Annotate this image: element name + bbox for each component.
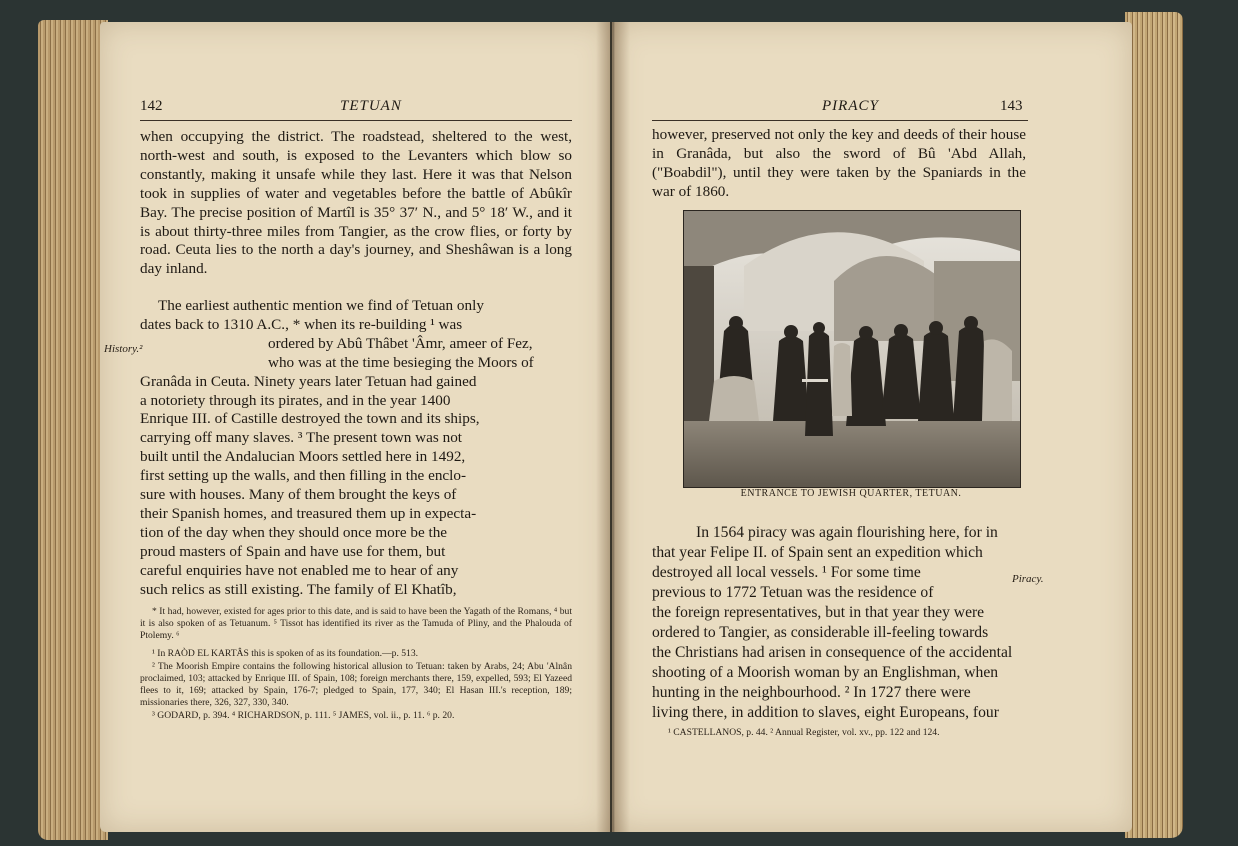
left-p2-line: first setting up the walls, and then filling in the enclo- — [140, 467, 467, 485]
right-p2-line: that year Felipe II. of Spain sent an expedition which — [652, 544, 983, 561]
left-p2-line: Granâda in Ceuta. Ninety years later Tetuan had gained — [140, 372, 477, 390]
right-paragraph-2 — [652, 523, 1028, 723]
left-p2-line: proud masters of Spain and have use for them, but — [140, 542, 446, 560]
left-header-rule — [140, 120, 572, 121]
right-footnotes — [668, 727, 1028, 740]
footnote-star: * It had, however, existed for ages prior to this date, and is said to have been the Yagath of the Romans, ⁴ but it is also spoken of as Tetuanum. ⁵ Tissot has identified its river as the Tamuda of Pliny, and the Phalouda of Ptolemy. ⁶ — [140, 606, 572, 641]
right-paragraph-1 — [652, 126, 1026, 202]
right-margin-note: Piracy. — [1012, 573, 1044, 585]
right-p2-line: hunting in the neighbourhood. ² In 1727 there were — [652, 684, 971, 701]
left-p2-line: their Spanish homes, and treasured them up in expecta- — [140, 504, 477, 522]
left-p2-line: ordered by Abû Thâbet 'Âmr, ameer of Fez, — [268, 334, 533, 352]
left-p2-line: carrying off many slaves. ³ The present town was not — [140, 429, 463, 447]
right-p2-line: In 1564 piracy was again flourishing here, for in — [696, 524, 998, 541]
right-p2-line: previous to 1772 Tetuan was the residence of — [652, 584, 934, 601]
right-page-edges — [1125, 12, 1183, 838]
right-p2-line: destroyed all local vessels. ¹ For some time — [652, 564, 921, 581]
left-paragraph-2 — [140, 297, 572, 600]
left-p2-line: The earliest authentic mention we find of Tetuan only — [158, 297, 484, 314]
left-p2-line: sure with houses. Many of them brought the keys of — [140, 486, 457, 504]
left-paragraph-1 — [140, 128, 572, 279]
left-p2-line: built until the Andalucian Moors settled here in 1492, — [140, 448, 466, 466]
footnote-3: ³ GODARD, p. 394. ⁴ RICHARDSON, p. 111. ⁵ JAMES, vol. ii., p. 11. ⁶ p. 20. — [152, 710, 455, 721]
right-p2-line: the foreign representatives, but in that year they were — [652, 604, 985, 621]
left-p2-line: tion of the day when they should once more be the — [140, 523, 448, 541]
right-footnote: ¹ CASTELLANOS, p. 44. ² Annual Register, vol. xv., pp. 122 and 124. — [668, 727, 940, 738]
left-page-number: 142 — [140, 98, 163, 114]
street-photograph — [683, 210, 1021, 488]
right-p2-line: shooting of a Moorish woman by an Englishman, when — [652, 664, 999, 681]
right-running-head: PIRACY — [822, 98, 879, 114]
left-p2-line: who was at the time besieging the Moors of — [268, 353, 534, 371]
book-gutter — [596, 22, 630, 832]
left-p2-line: a notoriety through its pirates, and in the year 1400 — [140, 391, 451, 409]
left-p2-line: dates back to 1310 A.C., * when its re-building ¹ was — [140, 315, 463, 333]
left-p2-line: careful enquiries have not enabled me to hear of any — [140, 561, 459, 579]
street-scene-illustration — [684, 211, 1020, 487]
photo-caption: ENTRANCE TO JEWISH QUARTER, TETUAN. — [740, 488, 962, 499]
left-margin-note: History.² — [104, 343, 143, 355]
footnote-1: ¹ In RAÒD EL KARTÂS this is spoken of as its foundation.—p. 513. — [152, 648, 419, 659]
left-footnotes — [140, 606, 572, 723]
left-paragraph-1-text: when occupying the district. The roadstead, sheltered to the west, north-west and south, is exposed to the Levanters which blow so constantly, making it unsafe while they last. Here it was that Nelson took in supplies of water and vegetables before the battle of Abûkîr Bay. The precise position of Martîl is 35° 37′ N., and 5° 18′ W., and it is about thirty-three miles from Tangier, as the crow flies, or forty by road. Ceuta lies to the north a day's journey, and Sheshâwan is a long day inland. — [140, 128, 572, 278]
right-p2-line: living there, in addition to slaves, eight Europeans, four — [652, 704, 999, 721]
left-running-head: TETUAN — [340, 98, 402, 114]
left-page-edges — [38, 20, 108, 840]
right-page-number: 143 — [1000, 98, 1023, 114]
right-p2-line: the Christians had arisen in consequence of the accidental — [652, 644, 1013, 661]
footnote-2: ² The Moorish Empire contains the following historical allusion to Tetuan: taken by Arabs, 24; Abu 'Alnân proclaimed, 103; attacked by Enrique III. of Spain, 108; foreign merchants there, 159, expelled, 593; El Yazeed flees to it, 169; attacked by Spain, 176-7; pledged to Spain, 177, 340; El Hasan III.'s reception, 189; missionaries there, 326, 327, 330, 340. — [140, 661, 572, 708]
right-p2-line: ordered to Tangier, as considerable ill-feeling towards — [652, 624, 989, 641]
right-header-rule — [652, 120, 1028, 121]
left-p2-line: Enrique III. of Castille destroyed the town and its ships, — [140, 410, 480, 428]
right-paragraph-1-text: however, preserved not only the key and deeds of their house in Granâda, but also the sword of Bû 'Abd Allah, ("Boabdil"), until they were taken by the Spaniards in the war of 1860. — [652, 126, 1026, 200]
left-p2-line: such relics as still existing. The family of El Khatîb, — [140, 580, 457, 598]
